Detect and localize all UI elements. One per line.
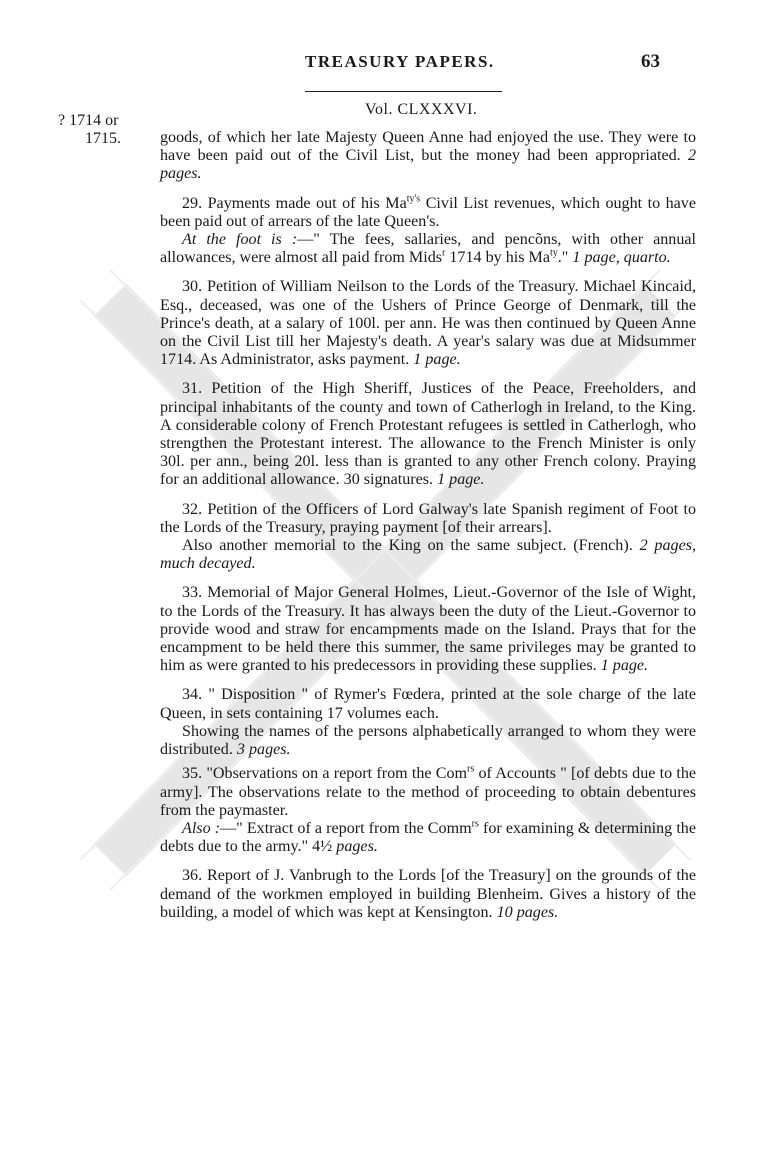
page-number: 63	[641, 51, 660, 72]
page-count-note: 1 page.	[413, 351, 461, 369]
entry-34-showing: Showing the names of the persons alphabetically arranged to whom they were distributed. 3 pages.	[160, 722, 696, 759]
page-count-note: 2 pages.	[160, 147, 697, 183]
page-count-note: 3 pages.	[236, 741, 291, 759]
page-count-note: 1 page.	[600, 657, 649, 675]
header-rule	[305, 91, 502, 92]
running-head: TREASURY PAPERS.	[305, 52, 495, 71]
entry-29-foot: At the foot is :—" The fees, sallaries, and pencõns, with other annual allowances, were almost all paid from Mids$^r$ 1714 by his $Ma^{ty}$." 1 page, quarto.	[160, 231, 697, 267]
also-label: Also :	[182, 819, 221, 837]
page-count-note: 10 pages.	[496, 903, 559, 921]
foot-label: At the foot is :	[182, 231, 298, 249]
entry-28-continued: goods, of which her late Majesty Queen Anne had enjoyed the use. They were to have been paid out of the Civil List, but the money had been appropriated. 2 pages.	[160, 129, 697, 183]
entry-32-also: Also another memorial to the King on the same subject. (French). 2 pages, much decayed.	[160, 537, 696, 573]
entry-34: 34. " Disposition " of Rymer's Fœdera, printed at the sole charge of the late Queen, in sets containing 17 volumes each.	[160, 686, 696, 722]
entry-30: 30. Petition of William Neilson to the Lords of the Treasury. Michael Kincaid, Esq., deceased, was one of the Ushers of Prince George of Denmark, till the Prince's death, at a salary of 100l. per ann. He was then continued by Queen Anne on the Civil List till her Majesty's death. A year's salary was due at Midsummer 1714. As Administrator, asks payment. 1 page.	[160, 278, 696, 369]
page-count-note: pages.	[336, 838, 378, 856]
volume-heading: Vol. CLXXXVI.	[365, 101, 478, 118]
entry-29: 29. Payments made out of his $Ma^{ty's}$ Civil List revenues, which ought to have been paid out of arrears of the late Queen's.	[160, 193, 696, 230]
document-body	[160, 129, 696, 922]
entry-36: 36. Report of J. Vanbrugh to the Lords [of the Treasury] on the grounds of the demand of the workmen employed in building Blenheim. Gives a history of the building, a model of which was kept at Kensington. 10 pages.	[160, 867, 696, 921]
margin-date: ? 1714 or	[58, 112, 119, 129]
page-count-note: 2 pages, much decayed.	[160, 537, 696, 573]
margin-date: 1715.	[85, 130, 121, 147]
entry-35: 35. "Observations on a report from the Com$^{rs}$ of Accounts " [of debts due to the army]. The observations relate to the method of proceeding to obtain debentures from the paymaster.	[160, 763, 697, 819]
page-count-note: 1 page.	[437, 471, 485, 489]
entry-32: 32. Petition of the Officers of Lord Galway's late Spanish regiment of Foot to the Lords of the Treasury, praying payment [of their arrears].	[160, 500, 696, 536]
entry-31: 31. Petition of the High Sheriff, Justices of the Peace, Freeholders, and principal inhabitants of the county and town of Catherlogh in Ireland, to the King. A considerable colony of French Protestant refugees is settled in Catherlogh, who strengthen the Protestant interest. The allowance to the French Minister is only 30l. per ann., being 20l. less than is granted to any other French colony. Praying for an additional allowance. 30 signatures. 1 page.	[160, 380, 696, 489]
entry-35-also: Also :—" Extract of a report from the Comm$^{rs}$ for examining & determining the debts due to the army." 4½ pages.	[160, 818, 696, 856]
page-count-note: 1 page, quarto.	[572, 249, 671, 267]
entry-33: 33. Memorial of Major General Holmes, Lieut.-Governor of the Isle of Wight, to the Lords of the Treasury. It has always been the duty of the Lieut.-Governor to provide wood and straw for encampments made on the Island. Prays that for the encampment to be held there this summer, the same privileges may be granted to him as were granted to his predecessors in providing these supplies. 1 page.	[160, 584, 696, 675]
